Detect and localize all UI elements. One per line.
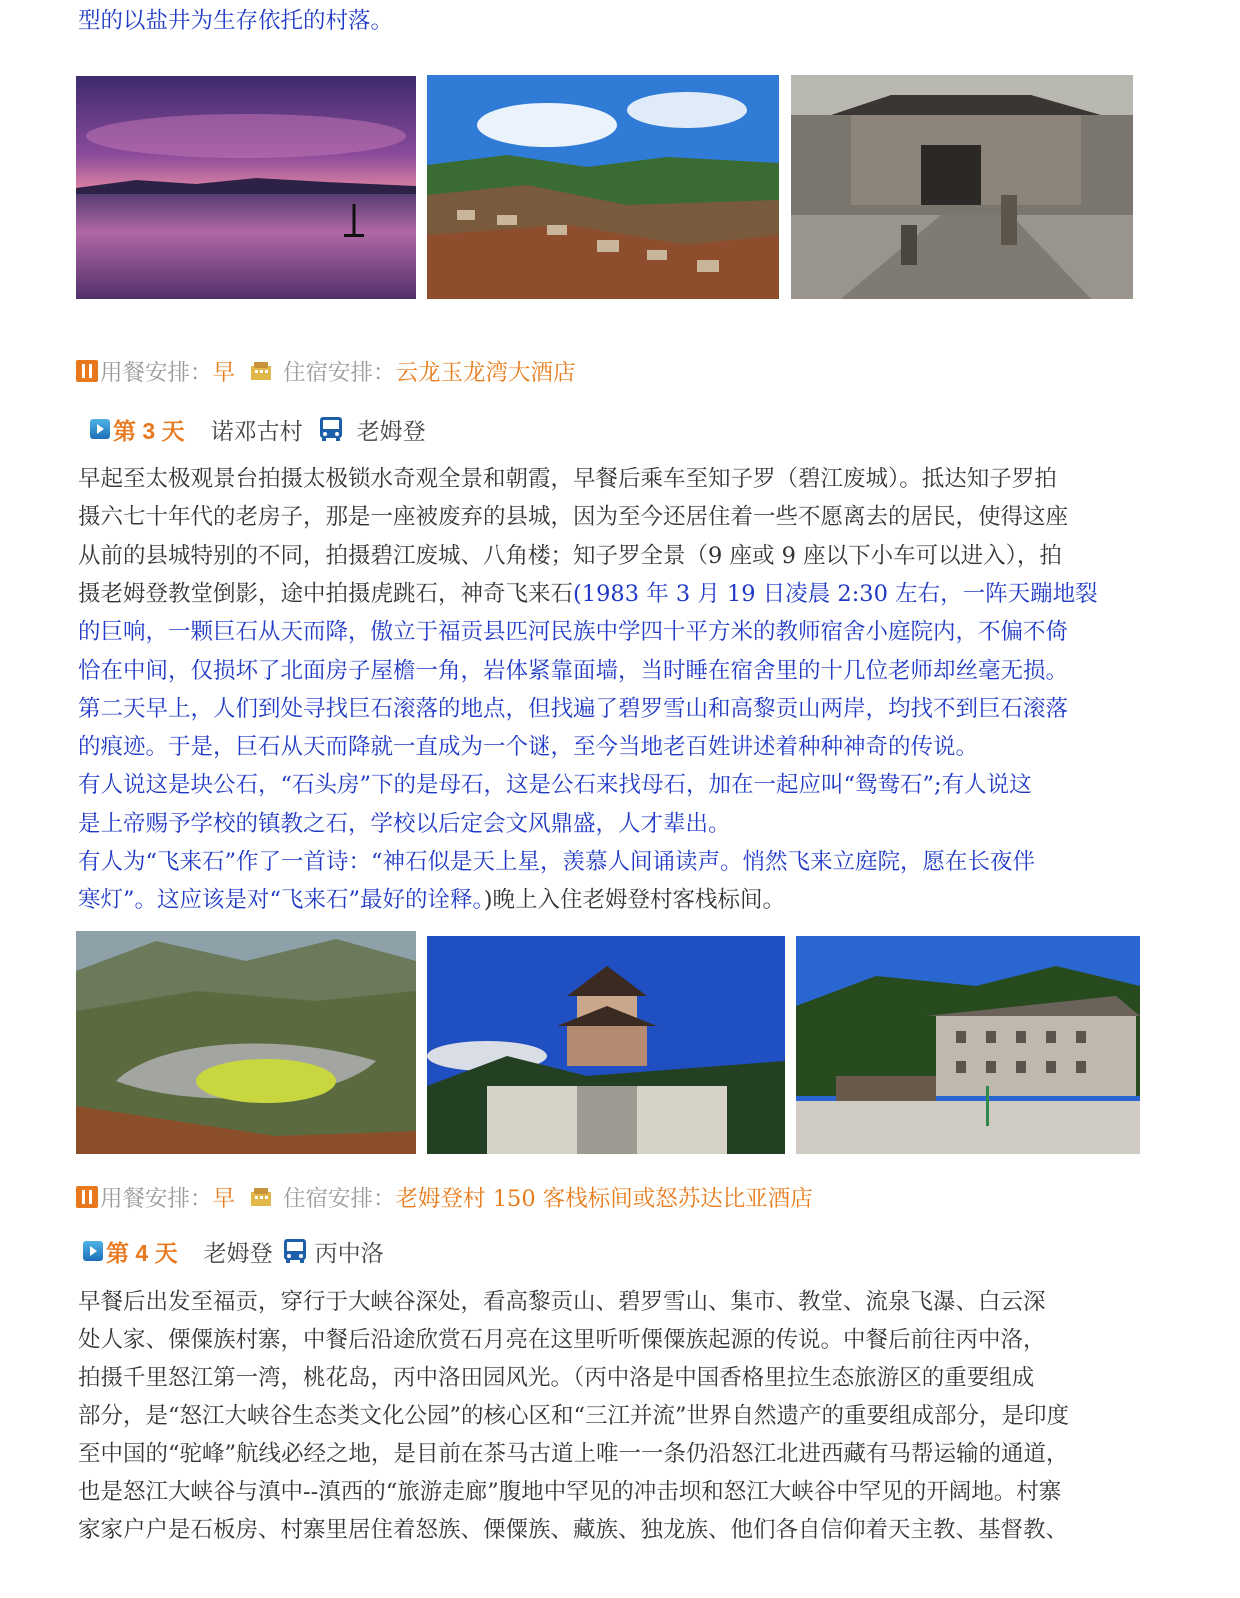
day-label: 第 3 天 bbox=[113, 417, 185, 444]
paragraph-line: 也是怒江大峡谷与滇中--滇西的“旅游走廊”腹地中罕见的冲击坝和怒江大峡谷中罕见的开阔地。村寨 bbox=[78, 1479, 1062, 1505]
paragraph-text: 恰在中间，仅损坏了北面房子屋檐一角，岩体紧靠面墙，当时睡在宿舍里的十几位老师却丝毫无损。 bbox=[78, 657, 1069, 684]
route-to: 丙中洛 bbox=[314, 1240, 384, 1267]
lodging-label: 住宿安排： bbox=[283, 360, 396, 386]
dining-icon bbox=[76, 1186, 98, 1208]
meal-label: 用餐安排： bbox=[100, 360, 213, 386]
day-label: 第 4 天 bbox=[106, 1239, 178, 1266]
paragraph-text: 早起至太极观景台拍摄太极锁水奇观全景和朝霞，早餐后乘车至知子罗（碧江废城）。抵达知子罗拍 bbox=[78, 466, 1057, 492]
octagonal-tower-photo bbox=[427, 936, 785, 1154]
old-building-photo bbox=[791, 75, 1133, 299]
lodging-value: 老姆登村 150 客栈标间或怒苏达比亚酒店 bbox=[395, 1186, 813, 1212]
paragraph-line bbox=[78, 613, 1158, 651]
route-from: 诺邓古村 bbox=[210, 418, 303, 445]
intro-line bbox=[78, 2, 1158, 40]
abandoned-building-photo bbox=[796, 936, 1140, 1154]
paragraph-line bbox=[78, 690, 1158, 728]
intro-text: 型的以盐井为生存依托的村落。 bbox=[78, 8, 394, 34]
sunset-lake-photo bbox=[76, 76, 416, 299]
paragraph-text: 从前的县城特别的不同，拍摄碧江废城、八角楼；知子罗全景（9 座或 9 座以下小车可以进入），拍 bbox=[78, 542, 1062, 569]
hotel-icon bbox=[249, 360, 273, 382]
paragraph-line bbox=[78, 575, 1158, 613]
bus-icon bbox=[281, 1237, 309, 1265]
paragraph-text: 寒灯”。这应该是对“飞来石”最好的诠释。 bbox=[78, 887, 484, 914]
paragraph-line: 部分，是“怒江大峡谷生态类文化公园”的核心区和“三江并流”世界自然遗产的重要组成部分，是印度 bbox=[78, 1403, 1070, 1429]
day3-header bbox=[90, 410, 426, 448]
meal-value: 早 bbox=[212, 1186, 236, 1212]
day4-header bbox=[83, 1232, 384, 1270]
paragraph-text: (1983 年 3 月 19 日凌晨 2:30 左右，一阵天蹦地裂 bbox=[573, 580, 1098, 607]
day2-meal-lodging bbox=[76, 353, 576, 389]
lodging-value: 云龙玉龙湾大酒店 bbox=[395, 360, 576, 386]
meal-value: 早 bbox=[212, 360, 236, 386]
dining-icon bbox=[76, 360, 98, 382]
play-icon bbox=[90, 419, 110, 439]
route-to: 老姆登 bbox=[356, 418, 426, 445]
paragraph-line: 处人家、傈僳族村寨，中餐后沿途欣赏石月亮在这里听听傈僳族起源的传说。中餐后前往丙中洛， bbox=[78, 1327, 1046, 1353]
paragraph-line bbox=[78, 498, 1158, 536]
paragraph-line: 至中国的“驼峰”航线必经之地，是目前在茶马古道上唯一一条仍沿怒江北进西藏有马帮运输的通道， bbox=[78, 1441, 1069, 1467]
paragraph-text: 的痕迹。于是，巨石从天而降就一直成为一个谜，至今当地老百姓讲述着种种神奇的传说。 bbox=[78, 734, 979, 761]
play-icon bbox=[83, 1241, 103, 1261]
paragraph-text: 是上帝赐予学校的镇教之石，学校以后定会文风鼎盛，人才辈出。 bbox=[78, 810, 731, 837]
paragraph-text: 有人为“飞来石”作了一首诗：“神石似是天上星，羡慕人间诵读声。悄然飞来立庭院，愿在长夜伴 bbox=[78, 849, 1036, 875]
paragraph-line bbox=[78, 766, 1158, 804]
paragraph-line bbox=[78, 728, 1158, 766]
paragraph-text: 第二天早上，人们到处寻找巨石滚落的地点，但找遍了碧罗雪山和高黎贡山两岸，均找不到巨石滚落 bbox=[78, 695, 1069, 722]
paragraph-line: 拍摄千里怒江第一湾，桃花岛，丙中洛田园风光。（丙中洛是中国香格里拉生态旅游区的重要组成 bbox=[78, 1365, 1035, 1391]
paragraph-text: )晚上入住老姆登村客栈标间。 bbox=[483, 887, 786, 914]
paragraph-text: 摄老姆登教堂倒影，途中拍摄虎跳石，神奇飞来石 bbox=[78, 580, 574, 607]
bus-icon bbox=[317, 415, 345, 443]
paragraph-text: 摄六七十年代的老房子，那是一座被废弃的县城，因为至今还居住着一些不愿离去的居民，使得这座 bbox=[78, 504, 1069, 531]
paragraph-line bbox=[78, 843, 1158, 881]
paragraph-text: 的巨响，一颗巨石从天而降，傲立于福贡县匹河民族中学四十平方米的教师宿舍小庭院内，不偏不倚 bbox=[78, 619, 1069, 646]
paragraph-line: 早餐后出发至福贡，穿行于大峡谷深处，看高黎贡山、碧罗雪山、集市、教堂、流泉飞瀑、白云深 bbox=[78, 1289, 1046, 1315]
route-from: 老姆登 bbox=[203, 1240, 273, 1267]
village-valley-photo bbox=[427, 75, 779, 299]
hotel-icon bbox=[249, 1186, 273, 1208]
paragraph-line bbox=[78, 881, 1158, 919]
meal-label: 用餐安排： bbox=[100, 1186, 213, 1212]
river-bend-photo bbox=[76, 931, 416, 1154]
paragraph-line bbox=[78, 537, 1158, 575]
paragraph-line bbox=[78, 652, 1158, 690]
paragraph-text: 有人说这是块公石，“石头房”下的是母石，这是公石来找母石，加在一起应叫“鸳鸯石”;有人说这 bbox=[78, 772, 1032, 799]
paragraph-line bbox=[78, 460, 1158, 498]
lodging-label: 住宿安排： bbox=[283, 1186, 396, 1212]
paragraph-line: 家家户户是石板房、村寨里居住着怒族、傈僳族、藏族、独龙族、他们各自信仰着天主教、基督教、 bbox=[78, 1517, 1069, 1543]
day3-meal-lodging bbox=[76, 1179, 813, 1215]
paragraph-line bbox=[78, 805, 1158, 843]
